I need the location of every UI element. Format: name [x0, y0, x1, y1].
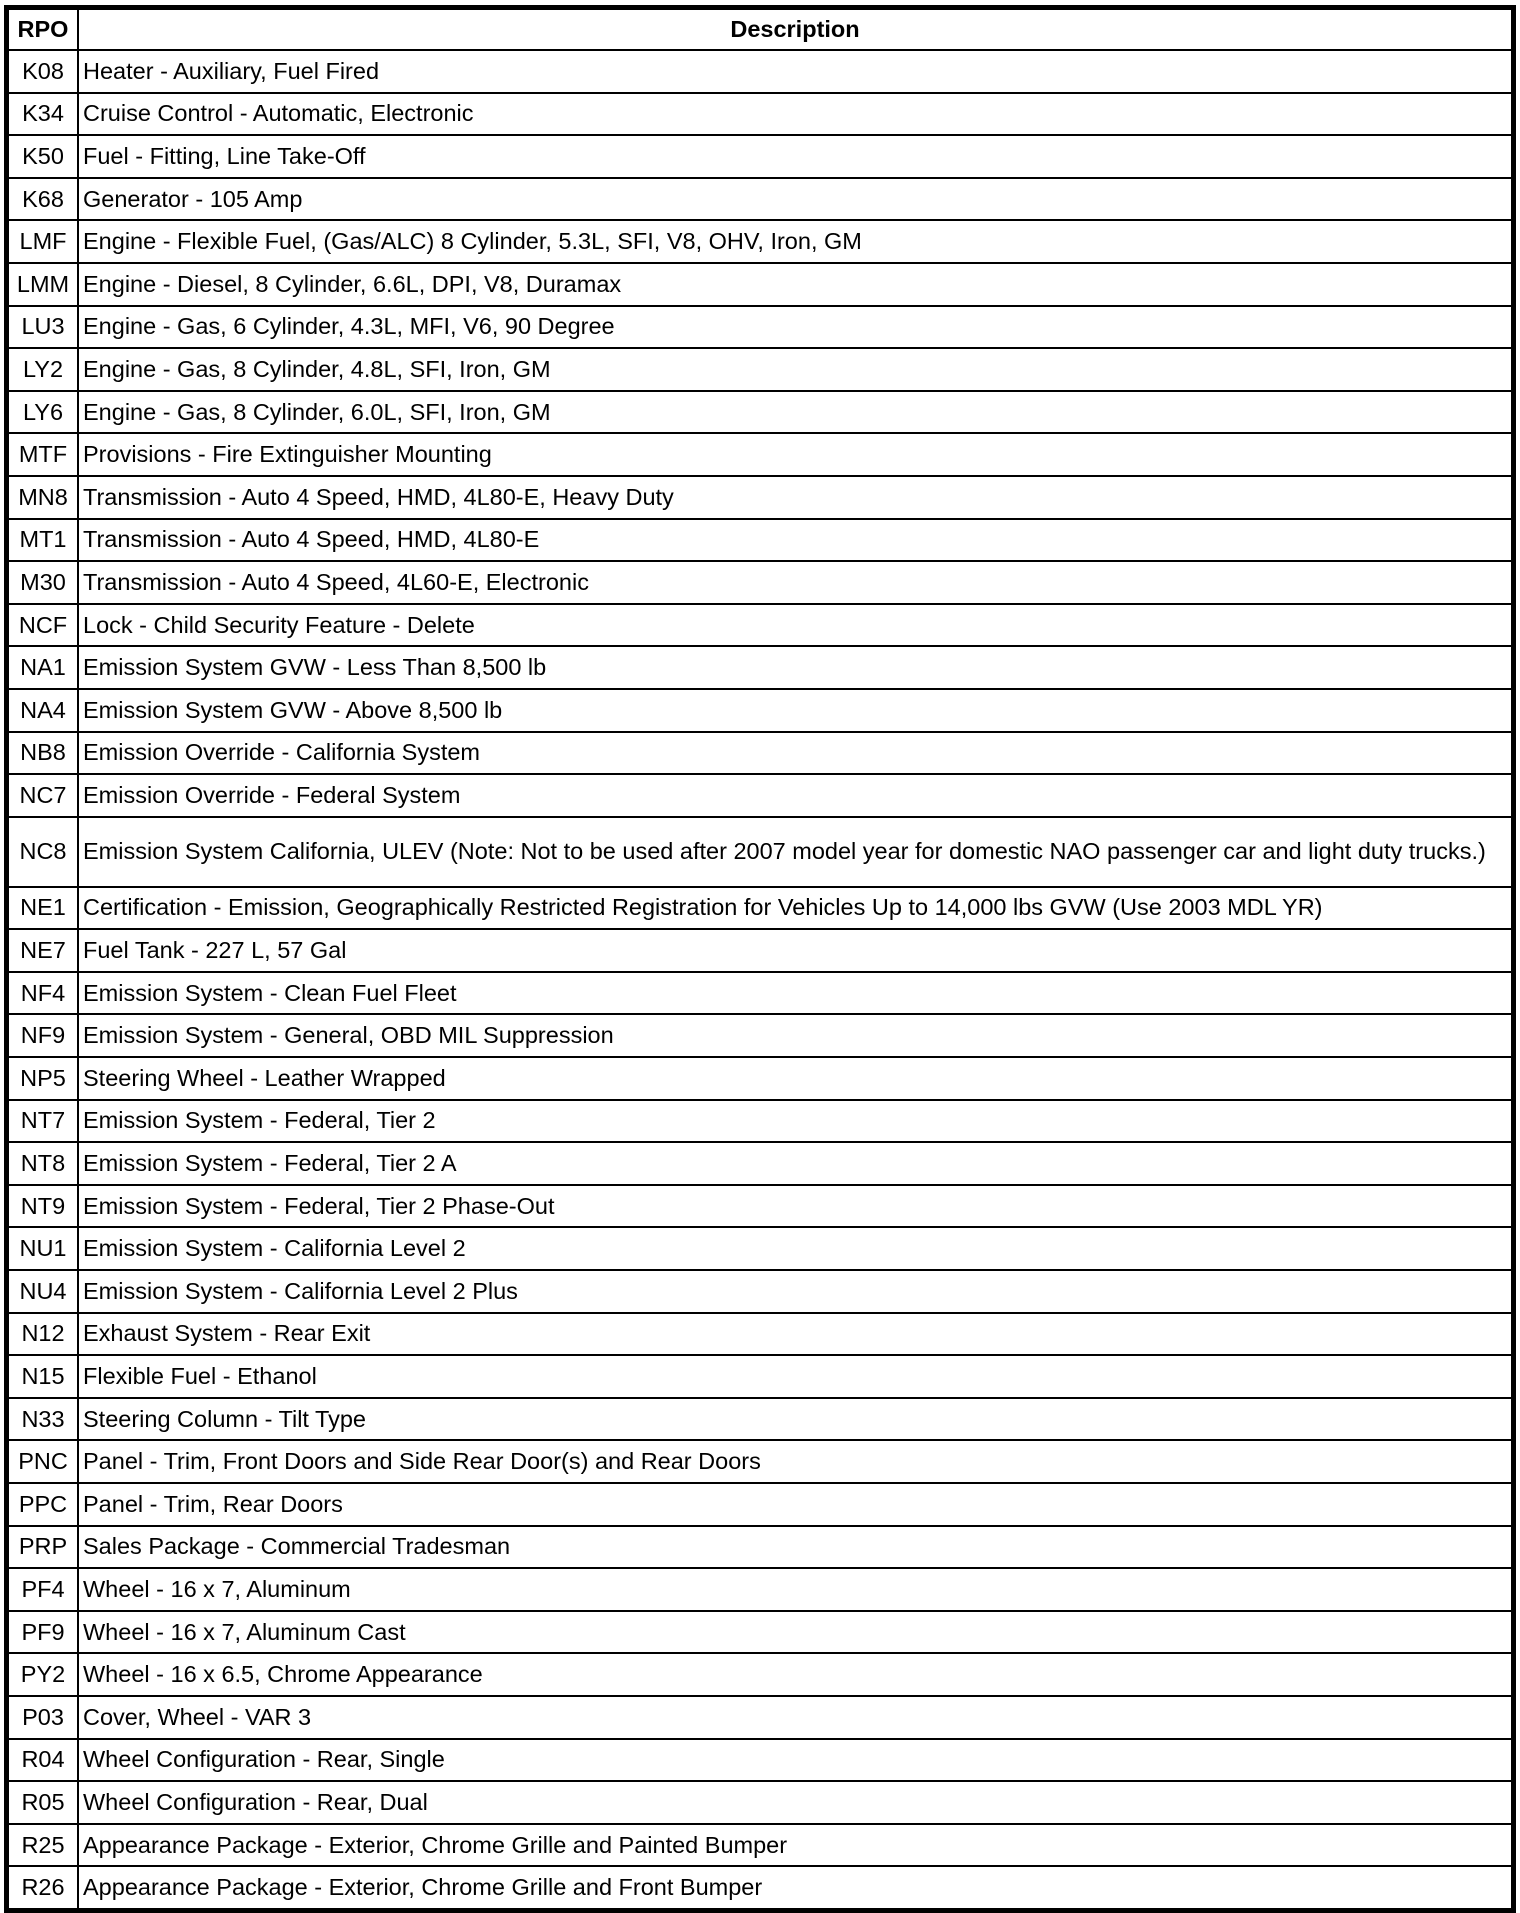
rpo-code: MT1 [7, 519, 79, 562]
table-row [7, 1824, 1514, 1867]
table-row [7, 50, 1514, 93]
rpo-code: NA4 [7, 689, 79, 732]
rpo-description: Transmission - Auto 4 Speed, HMD, 4L80-E, Heavy Duty [78, 476, 1514, 519]
rpo-description: Generator - 105 Amp [78, 178, 1514, 221]
rpo-code: PNC [7, 1440, 79, 1483]
rpo-description: Emission System GVW - Less Than 8,500 lb [78, 646, 1514, 689]
rpo-code: PPC [7, 1483, 79, 1526]
rpo-code: N33 [7, 1398, 79, 1441]
table-row [7, 1313, 1514, 1356]
rpo-code: NT7 [7, 1100, 79, 1143]
table-row [7, 135, 1514, 178]
rpo-description: Emission System - Clean Fuel Fleet [78, 972, 1514, 1015]
rpo-description: Emission System - Federal, Tier 2 Phase-Out [78, 1185, 1514, 1228]
rpo-description: Fuel Tank - 227 L, 57 Gal [78, 929, 1514, 972]
table-row [7, 972, 1514, 1015]
table-row [7, 646, 1514, 689]
rpo-code: NF9 [7, 1014, 79, 1057]
rpo-code: PF9 [7, 1611, 79, 1654]
rpo-code: PRP [7, 1526, 79, 1569]
rpo-code: NU4 [7, 1270, 79, 1313]
rpo-description: Emission System - California Level 2 Plus [78, 1270, 1514, 1313]
rpo-description: Cover, Wheel - VAR 3 [78, 1696, 1514, 1739]
rpo-code: R04 [7, 1739, 79, 1782]
table-row [7, 1398, 1514, 1441]
table-row [7, 1611, 1514, 1654]
rpo-description: Transmission - Auto 4 Speed, HMD, 4L80-E [78, 519, 1514, 562]
rpo-code: NA1 [7, 646, 79, 689]
rpo-code: K08 [7, 50, 79, 93]
rpo-code: P03 [7, 1696, 79, 1739]
table-row [7, 1440, 1514, 1483]
rpo-code: MN8 [7, 476, 79, 519]
rpo-code: K68 [7, 178, 79, 221]
rpo-description: Lock - Child Security Feature - Delete [78, 604, 1514, 647]
rpo-code: LMM [7, 263, 79, 306]
rpo-code: NC7 [7, 774, 79, 817]
header-row [7, 8, 1514, 51]
rpo-description: Panel - Trim, Rear Doors [78, 1483, 1514, 1526]
rpo-code: LY2 [7, 348, 79, 391]
rpo-description: Emission System - General, OBD MIL Suppression [78, 1014, 1514, 1057]
rpo-code: NT9 [7, 1185, 79, 1228]
rpo-description: Engine - Gas, 8 Cylinder, 6.0L, SFI, Iron, GM [78, 391, 1514, 434]
rpo-description: Wheel Configuration - Rear, Dual [78, 1781, 1514, 1824]
rpo-description: Cruise Control - Automatic, Electronic [78, 93, 1514, 136]
table-row [7, 1653, 1514, 1696]
table-row [7, 519, 1514, 562]
table-row [7, 1568, 1514, 1611]
table-row [7, 391, 1514, 434]
table-row [7, 476, 1514, 519]
rpo-description: Emission System - California Level 2 [78, 1227, 1514, 1270]
table-row [7, 929, 1514, 972]
rpo-description: Certification - Emission, Geographically Restricted Registration for Vehicles Up to 14,000 lbs GVW (Use 2003 MDL YR) [78, 887, 1514, 930]
rpo-code: N12 [7, 1313, 79, 1356]
table-row [7, 689, 1514, 732]
rpo-description: Emission System - Federal, Tier 2 [78, 1100, 1514, 1143]
table-row [7, 887, 1514, 930]
table-row [7, 774, 1514, 817]
rpo-code: NE1 [7, 887, 79, 930]
rpo-description: Provisions - Fire Extinguisher Mounting [78, 433, 1514, 476]
rpo-code: R26 [7, 1866, 79, 1910]
table-row [7, 306, 1514, 349]
rpo-description: Exhaust System - Rear Exit [78, 1313, 1514, 1356]
rpo-description: Panel - Trim, Front Doors and Side Rear Door(s) and Rear Doors [78, 1440, 1514, 1483]
rpo-description: Emission Override - California System [78, 732, 1514, 775]
rpo-code: N15 [7, 1355, 79, 1398]
rpo-code: LY6 [7, 391, 79, 434]
rpo-description: Appearance Package - Exterior, Chrome Grille and Painted Bumper [78, 1824, 1514, 1867]
rpo-description: Wheel Configuration - Rear, Single [78, 1739, 1514, 1782]
table-row [7, 561, 1514, 604]
table-row [7, 1227, 1514, 1270]
table-row [7, 1739, 1514, 1782]
table-row [7, 1185, 1514, 1228]
rpo-description: Heater - Auxiliary, Fuel Fired [78, 50, 1514, 93]
table-row [7, 604, 1514, 647]
header-rpo: RPO [7, 8, 79, 51]
rpo-description: Emission Override - Federal System [78, 774, 1514, 817]
rpo-description: Engine - Flexible Fuel, (Gas/ALC) 8 Cylinder, 5.3L, SFI, V8, OHV, Iron, GM [78, 220, 1514, 263]
table-row [7, 1696, 1514, 1739]
rpo-description: Transmission - Auto 4 Speed, 4L60-E, Electronic [78, 561, 1514, 604]
rpo-code: NC8 [7, 817, 79, 887]
table-row [7, 1355, 1514, 1398]
table-row [7, 1781, 1514, 1824]
rpo-description: Engine - Gas, 6 Cylinder, 4.3L, MFI, V6, 90 Degree [78, 306, 1514, 349]
rpo-code: M30 [7, 561, 79, 604]
table-row [7, 1057, 1514, 1100]
rpo-code: NCF [7, 604, 79, 647]
table-row [7, 93, 1514, 136]
rpo-code: NB8 [7, 732, 79, 775]
rpo-table [4, 5, 1516, 1913]
rpo-code: PY2 [7, 1653, 79, 1696]
rpo-code: LMF [7, 220, 79, 263]
table-row [7, 220, 1514, 263]
rpo-description: Wheel - 16 x 7, Aluminum Cast [78, 1611, 1514, 1654]
rpo-description: Emission System - Federal, Tier 2 A [78, 1142, 1514, 1185]
rpo-description: Steering Wheel - Leather Wrapped [78, 1057, 1514, 1100]
rpo-code: NF4 [7, 972, 79, 1015]
rpo-code: NP5 [7, 1057, 79, 1100]
rpo-code: LU3 [7, 306, 79, 349]
rpo-description: Wheel - 16 x 7, Aluminum [78, 1568, 1514, 1611]
table-row [7, 433, 1514, 476]
rpo-description: Steering Column - Tilt Type [78, 1398, 1514, 1441]
rpo-code: NU1 [7, 1227, 79, 1270]
rpo-description: Sales Package - Commercial Tradesman [78, 1526, 1514, 1569]
rpo-code: K34 [7, 93, 79, 136]
table-row [7, 263, 1514, 306]
rpo-code: NT8 [7, 1142, 79, 1185]
header-description: Description [78, 8, 1514, 51]
rpo-description: Engine - Gas, 8 Cylinder, 4.8L, SFI, Iron, GM [78, 348, 1514, 391]
rpo-code: R25 [7, 1824, 79, 1867]
rpo-description: Emission System California, ULEV (Note: Not to be used after 2007 model year for domestic NAO passenger car and light duty trucks.) [78, 817, 1514, 887]
rpo-description: Flexible Fuel - Ethanol [78, 1355, 1514, 1398]
rpo-description: Emission System GVW - Above 8,500 lb [78, 689, 1514, 732]
rpo-description: Fuel - Fitting, Line Take-Off [78, 135, 1514, 178]
table-row [7, 1866, 1514, 1910]
rpo-code: K50 [7, 135, 79, 178]
table-row [7, 1142, 1514, 1185]
rpo-description: Wheel - 16 x 6.5, Chrome Appearance [78, 1653, 1514, 1696]
rpo-description: Appearance Package - Exterior, Chrome Grille and Front Bumper [78, 1866, 1514, 1910]
table-row [7, 348, 1514, 391]
table-row [7, 1014, 1514, 1057]
rpo-code: NE7 [7, 929, 79, 972]
table-row [7, 1270, 1514, 1313]
table-row [7, 817, 1514, 887]
rpo-code: PF4 [7, 1568, 79, 1611]
table-row [7, 1483, 1514, 1526]
table-row [7, 732, 1514, 775]
table-row [7, 178, 1514, 221]
rpo-code: MTF [7, 433, 79, 476]
rpo-description: Engine - Diesel, 8 Cylinder, 6.6L, DPI, V8, Duramax [78, 263, 1514, 306]
table-row [7, 1100, 1514, 1143]
rpo-code: R05 [7, 1781, 79, 1824]
table-row [7, 1526, 1514, 1569]
